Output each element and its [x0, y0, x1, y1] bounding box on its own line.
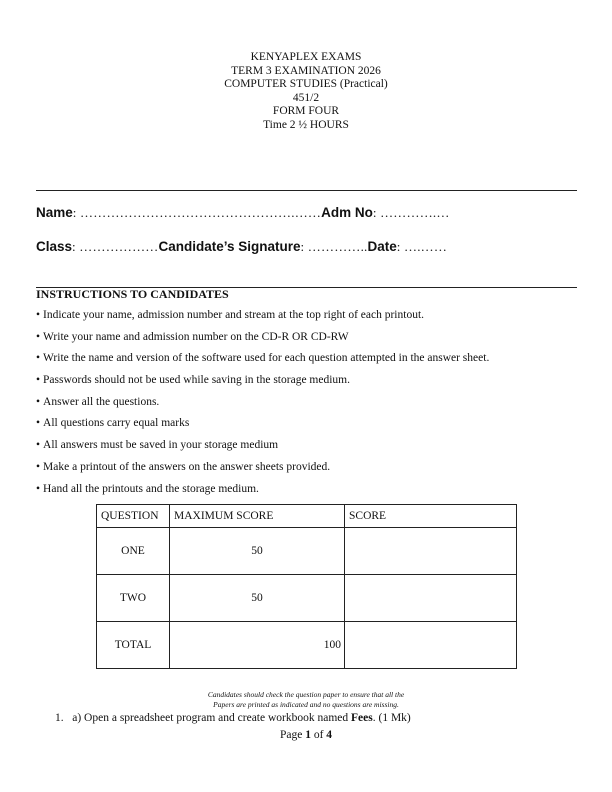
adm-label: Adm No — [321, 205, 373, 220]
date-field[interactable]: : ….…… — [396, 239, 448, 254]
table-row — [97, 575, 517, 622]
signature-field[interactable]: : ………….. — [300, 239, 368, 254]
name-adm-row — [36, 205, 450, 221]
header-score: SCORE — [345, 505, 517, 528]
page-total: 4 — [326, 729, 333, 741]
exam-form: FORM FOUR — [272, 105, 340, 117]
question-1 — [55, 712, 411, 724]
class-signature-date-row — [36, 239, 447, 255]
note-line-1: Candidates should check the question paper to ensure that all the — [207, 690, 405, 699]
table-row-total — [97, 622, 517, 669]
signature-label: Candidate’s Signature — [158, 239, 301, 254]
total-score-cell[interactable] — [345, 622, 517, 669]
exam-term: TERM 3 EXAMINATION 2026 — [231, 64, 381, 77]
instruction-item: • Answer all the questions. — [36, 395, 489, 417]
exam-body-name: KENYAPLEX EXAMS — [250, 51, 362, 63]
max-score-cell: 50 — [170, 575, 345, 622]
score-table-header — [97, 505, 517, 528]
instruction-item: • All answers must be saved in your storage medium — [36, 438, 489, 460]
page-footer — [0, 729, 612, 741]
name-label: Name — [36, 205, 73, 220]
instruction-item: • Indicate your name, admission number and stream at the top right of each printout. — [36, 308, 489, 330]
max-score-cell: 50 — [170, 528, 345, 575]
exam-paper-code: 451/2 — [292, 91, 320, 104]
instruction-item: • Hand all the printouts and the storage medium. — [36, 482, 489, 504]
question-text: a) Open a spreadsheet program and create workbook named — [72, 712, 349, 724]
total-label-cell: TOTAL — [97, 622, 170, 669]
header-question: QUESTION — [97, 505, 170, 528]
page-number: 1 — [305, 729, 311, 741]
header-max-score: MAXIMUM SCORE — [170, 505, 345, 528]
instructions-list — [36, 308, 489, 503]
adm-field[interactable]: : ………….… — [372, 205, 450, 220]
question-cell: TWO — [97, 575, 170, 622]
top-divider — [36, 190, 577, 191]
name-field[interactable]: : ………………………………………….…… — [72, 205, 322, 220]
instruction-item: • Write your name and admission number on the CD-R OR CD-RW — [36, 330, 489, 352]
score-table — [96, 504, 517, 669]
exam-subject: COMPUTER STUDIES (Practical) — [224, 78, 388, 90]
instruction-item: • All questions carry equal marks — [36, 416, 489, 438]
instructions-heading: INSTRUCTIONS TO CANDIDATES — [36, 287, 229, 301]
instruction-item: • Passwords should not be used while saving in the storage medium. — [36, 373, 489, 395]
question-number: 1. — [55, 712, 64, 724]
question-workbook-name: Fees — [351, 712, 373, 724]
exam-duration: Time 2 ½ HOURS — [263, 118, 349, 131]
check-paper-note — [0, 690, 612, 710]
question-cell: ONE — [97, 528, 170, 575]
page-word: Page — [279, 729, 303, 741]
note-line-2: Papers are printed as indicated and no questions are missing. — [213, 700, 399, 709]
table-row — [97, 528, 517, 575]
class-label: Class — [36, 239, 73, 254]
of-word: of — [313, 729, 324, 741]
exam-header — [0, 51, 612, 132]
date-label: Date — [367, 239, 397, 254]
total-value-cell: 100 — [170, 622, 345, 669]
question-marks: . (1 Mk) — [372, 712, 411, 724]
class-field[interactable]: : ……………… — [72, 239, 159, 254]
instruction-item: • Make a printout of the answers on the answer sheets provided. — [36, 460, 489, 482]
score-cell[interactable] — [345, 528, 517, 575]
score-cell[interactable] — [345, 575, 517, 622]
instruction-item: • Write the name and version of the software used for each question attempted in the answer sheet. — [36, 351, 489, 373]
